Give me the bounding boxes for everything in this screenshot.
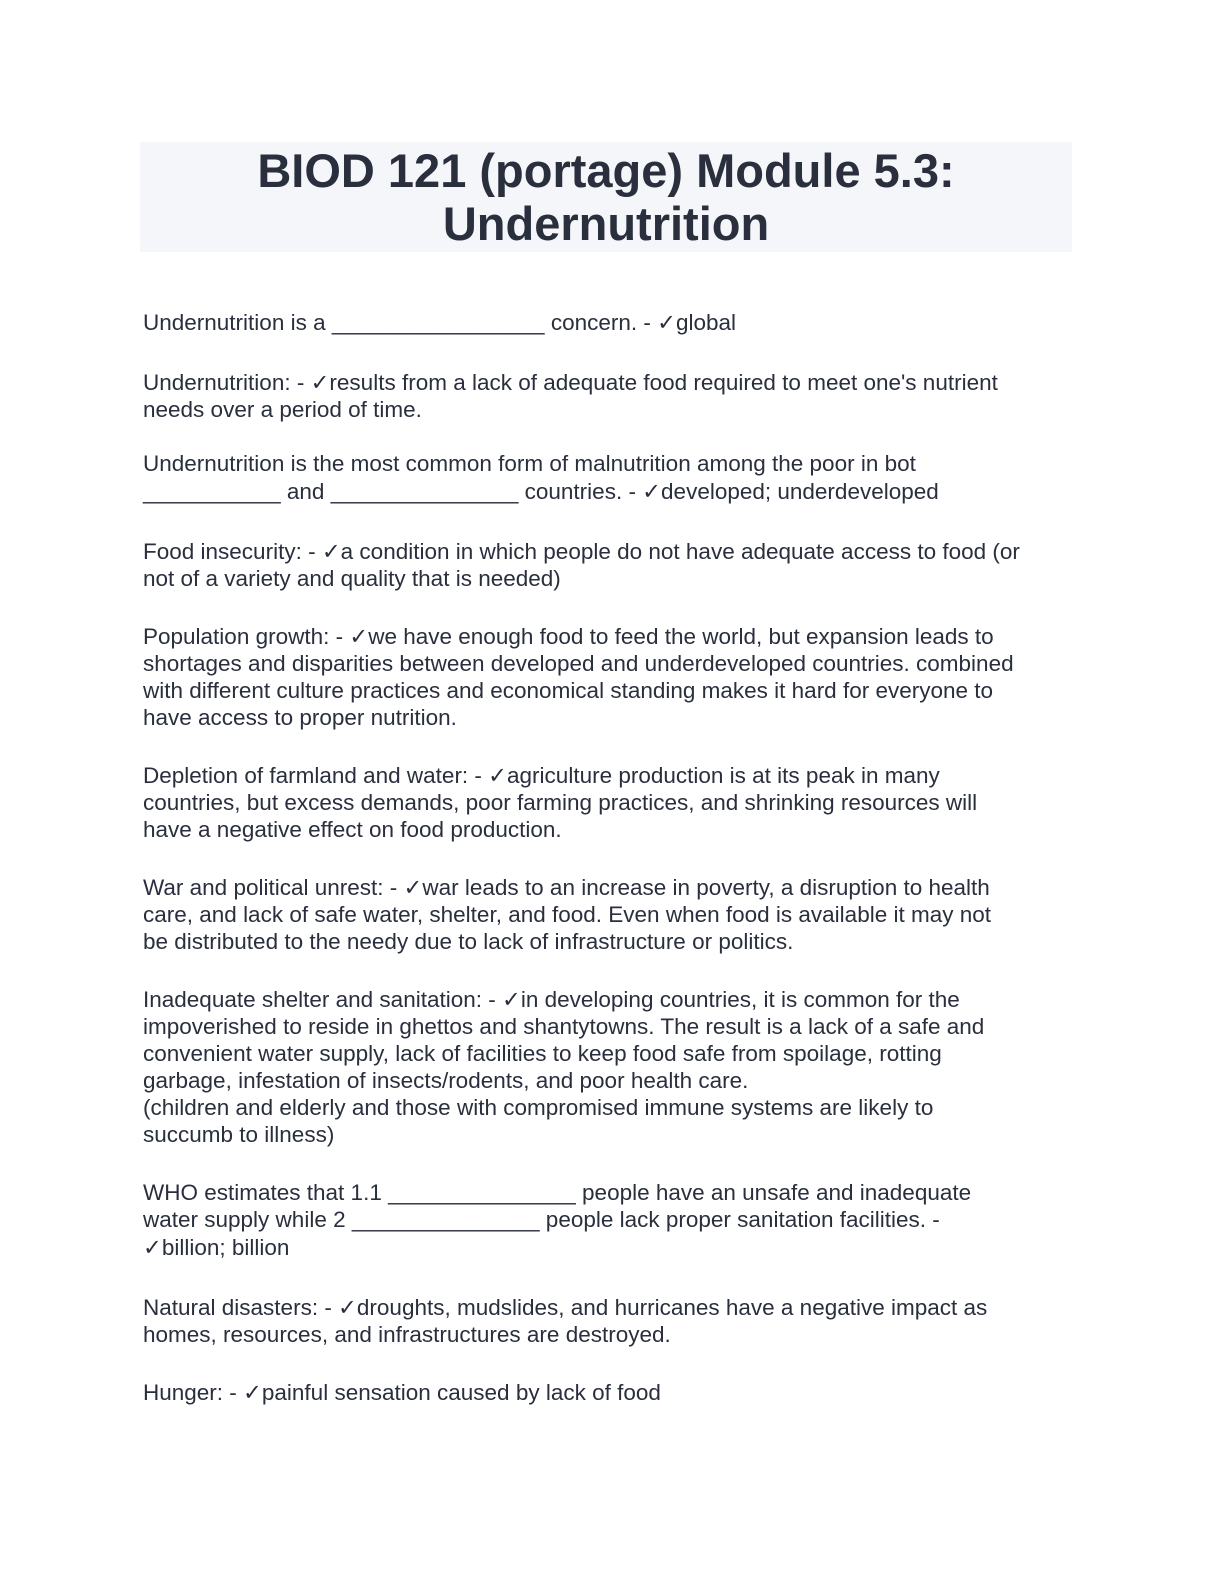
flashcard-who-estimates	[143, 1179, 1072, 1263]
flashcard-food-insecurity	[143, 538, 1072, 592]
flashcard-population-growth	[143, 623, 1072, 731]
flashcard-hunger	[143, 1379, 1072, 1406]
text-line: WHO estimates that 1.1 _______________ people have an unsafe and inadequate	[143, 1180, 972, 1205]
flashcard-shelter-sanitation	[143, 986, 1072, 1148]
text-line: ✓billion; billion	[143, 1235, 290, 1260]
flashcard-list	[140, 308, 1072, 1406]
text-line: War and political unrest: - ✓war leads to an increase in poverty, a disruption to health	[143, 875, 990, 900]
document-title	[140, 142, 1072, 252]
text-line: be distributed to the needy due to lack of infrastructure or politics.	[143, 929, 794, 954]
text-line: Inadequate shelter and sanitation: - ✓in developing countries, it is common for the	[143, 987, 960, 1012]
text-line: homes, resources, and infrastructures are destroyed.	[143, 1322, 671, 1347]
flashcard-undernutrition-definition	[143, 369, 1072, 423]
document-page	[140, 142, 1072, 1437]
text-line: Depletion of farmland and water: - ✓agriculture production is at its peak in many	[143, 763, 940, 788]
text-line: needs over a period of time.	[143, 397, 422, 422]
text-line: (children and elderly and those with compromised immune systems are likely to	[143, 1095, 934, 1120]
text-line: Undernutrition is a _________________ concern. - ✓global	[143, 310, 737, 335]
text-line: impoverished to reside in ghettos and shantytowns. The result is a lack of a safe and	[143, 1014, 985, 1039]
flashcard-natural-disasters	[143, 1294, 1072, 1348]
text-line: garbage, infestation of insects/rodents, and poor health care.	[143, 1068, 749, 1093]
text-line: countries, but excess demands, poor farming practices, and shrinking resources will	[143, 790, 978, 815]
text-line: have a negative effect on food production.	[143, 817, 562, 842]
title-line-1: BIOD 121 (portage) Module 5.3:	[257, 144, 955, 197]
text-line: water supply while 2 _______________ people lack proper sanitation facilities. -	[143, 1207, 940, 1232]
text-line: succumb to illness)	[143, 1122, 335, 1147]
text-line: convenient water supply, lack of facilities to keep food safe from spoilage, rotting	[143, 1041, 942, 1066]
text-line: Undernutrition is the most common form of malnutrition among the poor in bot	[143, 451, 916, 476]
text-line: shortages and disparities between developed and underdeveloped countries. combined	[143, 651, 1014, 676]
text-line: Natural disasters: - ✓droughts, mudslides, and hurricanes have a negative impact as	[143, 1295, 988, 1320]
text-line: have access to proper nutrition.	[143, 705, 457, 730]
flashcard-war-unrest	[143, 874, 1072, 955]
flashcard-depletion-farmland	[143, 762, 1072, 843]
text-line: Population growth: - ✓we have enough food to feed the world, but expansion leads to	[143, 624, 994, 649]
text-line: ___________ and _______________ countries. - ✓developed; underdeveloped	[143, 479, 939, 504]
text-line: Food insecurity: - ✓a condition in which people do not have adequate access to food (or	[143, 539, 1020, 564]
flashcard-global-concern	[143, 308, 1072, 338]
text-line: Hunger: - ✓painful sensation caused by lack of food	[143, 1380, 661, 1405]
title-line-2: Undernutrition	[442, 197, 770, 250]
text-line: with different culture practices and economical standing makes it hard for everyone to	[143, 678, 994, 703]
text-line: Undernutrition: - ✓results from a lack of adequate food required to meet one's nutrient	[143, 370, 998, 395]
flashcard-common-malnutrition	[143, 450, 1072, 507]
text-line: care, and lack of safe water, shelter, and food. Even when food is available it may not	[143, 902, 992, 927]
text-line: not of a variety and quality that is needed)	[143, 566, 561, 591]
